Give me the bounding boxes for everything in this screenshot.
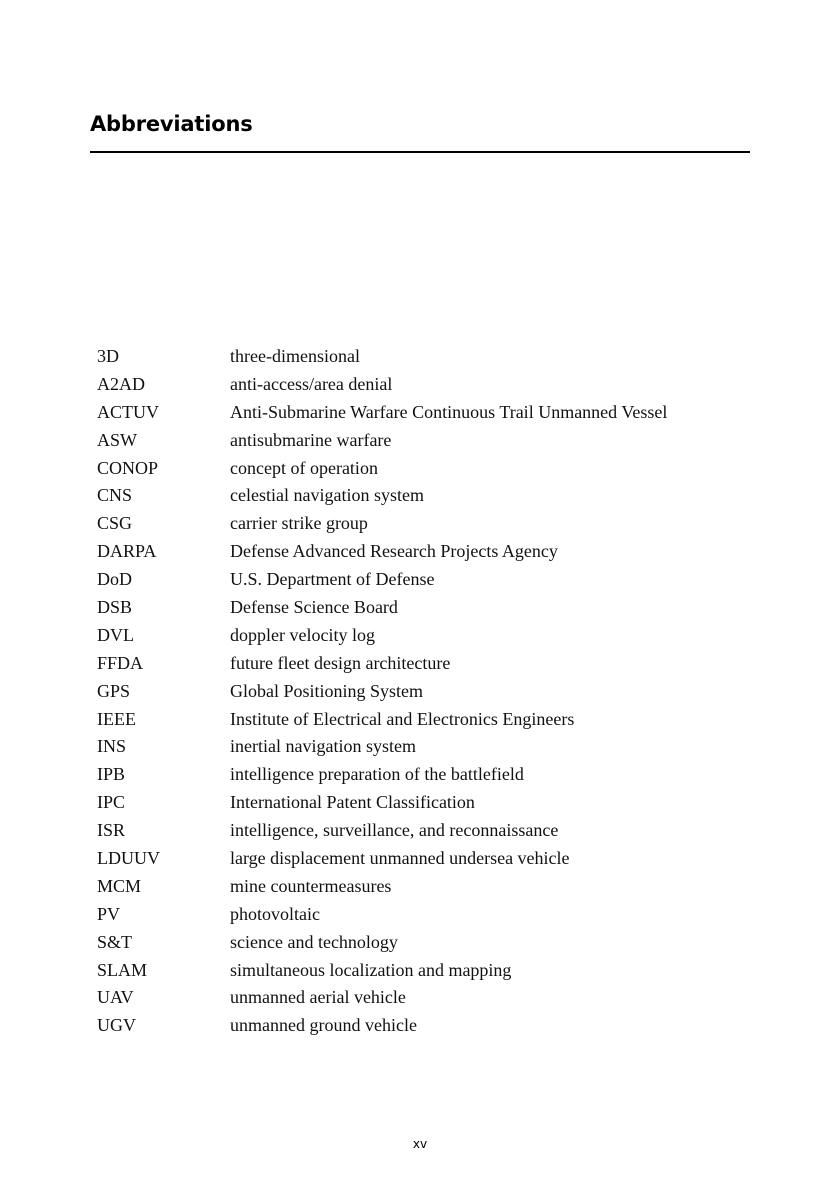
abbreviation-row (97, 427, 757, 455)
abbreviation-term: ASW (97, 429, 137, 450)
abbreviation-term: DSB (97, 597, 133, 618)
abbreviation-term: CONOP (97, 457, 159, 478)
abbreviation-definition: simultaneous localization and mapping (230, 959, 512, 980)
abbreviation-row (97, 343, 757, 371)
abbreviation-row (97, 650, 757, 678)
abbreviation-definition: unmanned aerial vehicle (230, 987, 406, 1008)
abbreviation-definition: inertial navigation system (230, 736, 416, 757)
abbreviation-definition: mine countermeasures (230, 875, 392, 896)
abbreviation-row (97, 957, 757, 985)
abbreviation-row (97, 761, 757, 789)
abbreviation-definition: intelligence, surveillance, and reconnaissance (230, 820, 559, 841)
abbreviation-row (97, 622, 757, 650)
abbreviation-term: PV (97, 903, 121, 924)
abbreviation-term: IEEE (97, 708, 136, 729)
abbreviation-row (97, 706, 757, 734)
abbreviation-row (97, 455, 757, 483)
abbreviation-definition: anti-access/area denial (230, 373, 393, 394)
abbreviation-definition: concept of operation (230, 457, 378, 478)
abbreviation-term: SLAM (97, 959, 148, 980)
abbreviation-term: GPS (97, 680, 131, 701)
abbreviation-definition: future fleet design architecture (230, 652, 451, 673)
abbreviation-definition: large displacement unmanned undersea vehicle (230, 848, 570, 869)
abbreviation-term: FFDA (97, 652, 144, 673)
heading-divider (90, 151, 750, 153)
abbreviation-term: MCM (97, 875, 142, 896)
abbreviation-definition: science and technology (230, 931, 398, 952)
page-number: xv (412, 1137, 428, 1151)
abbreviation-term: A2AD (97, 373, 145, 394)
abbreviation-term: ACTUV (97, 401, 159, 422)
abbreviation-term: S&T (97, 931, 133, 952)
abbreviation-definition: Global Positioning System (230, 680, 424, 701)
abbreviation-row (97, 873, 757, 901)
abbreviation-term: DVL (97, 624, 134, 645)
abbreviation-term: ISR (97, 820, 126, 841)
abbreviation-definition: U.S. Department of Defense (230, 569, 435, 590)
abbreviation-row (97, 1012, 757, 1040)
abbreviation-definition: unmanned ground vehicle (230, 1015, 417, 1036)
abbreviation-row (97, 371, 757, 399)
abbreviation-term: DoD (97, 569, 132, 590)
abbreviation-term: DARPA (97, 541, 157, 562)
abbreviation-definition: doppler velocity log (230, 624, 375, 645)
abbreviation-row (97, 510, 757, 538)
abbreviation-term: UAV (97, 987, 134, 1008)
abbreviation-definition: three-dimensional (230, 346, 360, 366)
abbreviation-row (97, 482, 757, 510)
abbreviation-definition: Anti-Submarine Warfare Continuous Trail Unmanned Vessel (230, 401, 668, 422)
abbreviation-term: IPC (97, 792, 126, 813)
abbreviation-definition: antisubmarine warfare (230, 429, 392, 450)
abbreviation-definition: intelligence preparation of the battlefield (230, 764, 524, 785)
page-title: Abbreviations (90, 112, 253, 136)
abbreviations-list (97, 343, 757, 1040)
abbreviation-row (97, 594, 757, 622)
abbreviation-term: IPB (97, 764, 126, 785)
abbreviation-definition: International Patent Classification (230, 792, 475, 813)
abbreviation-term: INS (97, 736, 127, 757)
abbreviation-row (97, 789, 757, 817)
abbreviation-row (97, 566, 757, 594)
abbreviation-definition: Institute of Electrical and Electronics Engineers (230, 708, 575, 729)
abbreviation-definition: celestial navigation system (230, 485, 424, 506)
abbreviation-row (97, 929, 757, 957)
abbreviation-row (97, 538, 757, 566)
abbreviation-row (97, 845, 757, 873)
abbreviation-term: CNS (97, 485, 133, 506)
abbreviation-term: LDUUV (97, 848, 160, 869)
abbreviation-definition: carrier strike group (230, 513, 368, 534)
abbreviation-term: CSG (97, 513, 133, 534)
abbreviation-row (97, 901, 757, 929)
abbreviation-row (97, 984, 757, 1012)
abbreviation-row (97, 678, 757, 706)
abbreviation-definition: Defense Science Board (230, 597, 398, 618)
abbreviation-row (97, 399, 757, 427)
abbreviation-row (97, 733, 757, 761)
abbreviation-definition: Defense Advanced Research Projects Agency (230, 541, 558, 562)
abbreviation-term: 3D (97, 346, 119, 366)
abbreviation-term: UGV (97, 1015, 136, 1036)
abbreviation-row (97, 817, 757, 845)
abbreviation-definition: photovoltaic (230, 903, 320, 924)
